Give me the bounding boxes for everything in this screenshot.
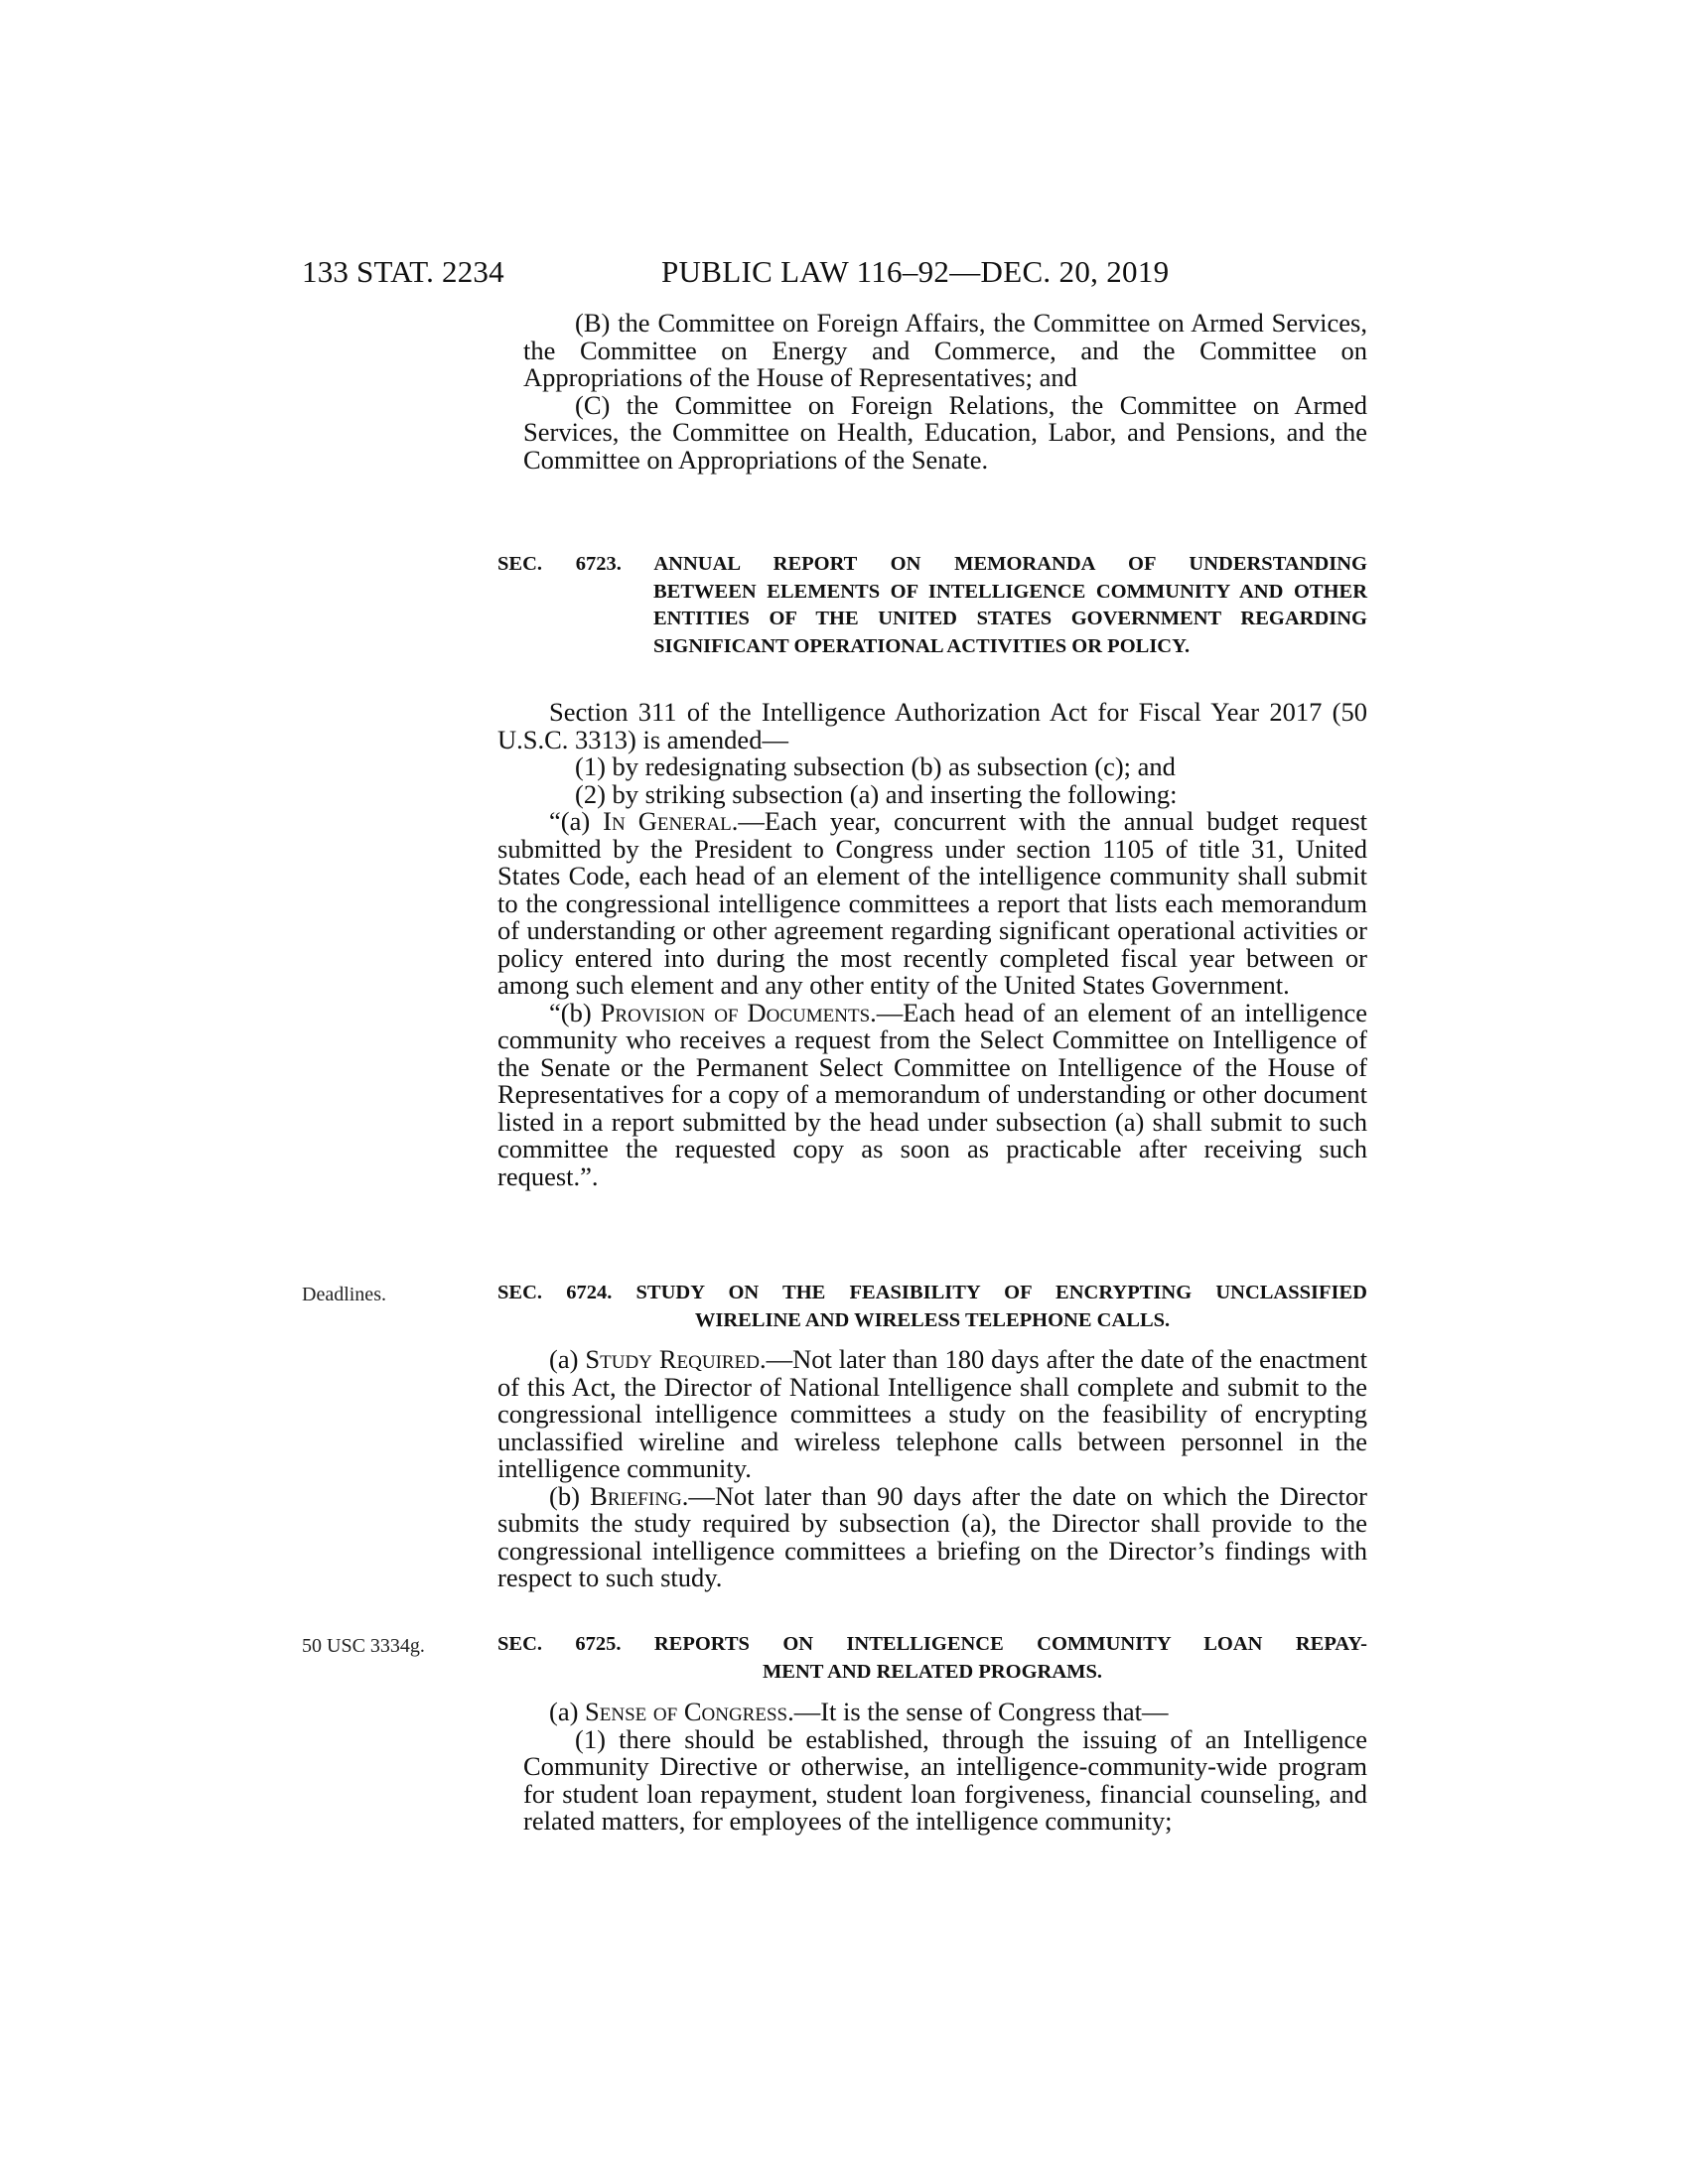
subsection-a-prefix: (a) [549,1344,586,1374]
section-6723-subsection-b [497,997,1367,1191]
margin-note-usc-citation: 50 USC 3334g. [302,1635,425,1657]
section-6723-heading [497,551,1367,660]
subsection-a-heading: Sense of Congress [585,1697,788,1726]
section-6723-heading-line1: SEC. 6723. ANNUAL REPORT ON MEMORANDA OF UNDERSTANDING [497,553,1367,575]
section-6724-body [497,1346,1367,1592]
subsection-a-text: .—It is the sense of Congress that— [787,1697,1169,1726]
subsection-b-text: .—Each head of an element of an intelligence community who receives a request from the Select Committee on Intelligence of the Senate or the Permanent Select Committee on Intelligence of the House of Representatives for a copy of a memorandum of understanding or other document listed in a report submitted by the head under subsection (a) shall submit to such committee the requested copy as soon as practicable after receiving such request.”. [497,997,1367,1191]
section-6723-body [497,699,1367,1190]
subsection-a-prefix: (a) [549,1697,586,1726]
section-6725-item-1: (1) there should be established, through the issuing of an Intelligence Community Directive or otherwise, an intelligence-community-wide program for student loan repayment, student loan forgiveness, financial counseling, and related matters, for employees of the intelligence community; [523,1723,1367,1836]
section-6723-item-2: (2) by striking subsection (a) and inserting the following: [575,778,1178,809]
subsection-a-heading: Study Required [585,1344,760,1374]
subsection-b-text: .—Not later than 90 days after the date on which the Director submits the study required by subsection (a), the Director shall provide to the congressional intelligence committees a briefing on the Director’s findings with respect to such study. [497,1480,1367,1592]
section-6723-subsection-a [497,808,1367,1000]
subsection-b-heading: Briefing [590,1480,682,1511]
section-6723-item-1: (1) by redesignating subsection (b) as subsection (c); and [575,751,1176,781]
subsection-a-text: .—Each year, concurrent with the annual budget request submitted by the President to Congress under section 1105 of title 31, United States Code, each head of an element of the intelligence community shall submit to the congressional intelligence committees a report that lists each memorandum of understanding or other agreement regarding significant operational activities or policy entered into during the most recently completed fiscal year between or among such element and any other entity of the United States Government. [497,806,1367,1000]
intro-block [497,310,1367,474]
margin-note-deadlines: Deadlines. [302,1284,386,1305]
section-6723-intro: Section 311 of the Intelligence Authorization Act for Fiscal Year 2017 (50 U.S.C. 3313) is amended— [497,697,1367,754]
subsection-a-heading: In General [603,806,732,836]
stat-page-number: 133 STAT. 2234 [302,254,504,289]
section-6725-body [497,1699,1367,1836]
subsection-b-prefix: “(b) [549,997,601,1027]
section-6724-heading-line1: SEC. 6724. STUDY ON THE FEASIBILITY OF ENCRYPTING UNCLASSIFIED [497,1282,1367,1303]
subsection-a-text: .—Not later than 180 days after the date of the enactment of this Act, the Director of National Intelligence shall complete and submit to the congressional intelligence committees a study on the feasibility of encrypting unclassified wireline and wireless telephone calls between personnel in the intelligence community. [497,1344,1367,1483]
section-6724-heading [497,1280,1367,1334]
section-6725-heading [497,1631,1367,1686]
section-6725-heading-line1: SEC. 6725. REPORTS ON INTELLIGENCE COMMUNITY LOAN REPAY- [497,1633,1367,1655]
paragraph-b: (B) the Committee on Foreign Affairs, the Committee on Armed Services, the Committee on Energy and Commerce, and the Committee on Appropriations of the House of Representatives; and [523,308,1367,392]
subsection-a-prefix: “(a) [549,806,604,836]
subsection-b-prefix: (b) [549,1480,591,1511]
section-6724-subsection-a [497,1346,1367,1483]
subsection-b-heading: Provision of Documents [600,997,871,1027]
page-header-title: PUBLIC LAW 116–92—DEC. 20, 2019 [661,254,1170,289]
section-6723-heading-rest: BETWEEN ELEMENTS OF INTELLIGENCE COMMUNITY AND OTHER ENTITIES OF THE UNITED STATES GOVERNMENT REGARDING SIGNIFICANT OPERATIONAL ACTIVITIES OR POLICY. [653,580,1367,657]
section-6724-subsection-b [497,1480,1367,1592]
section-6724-heading-rest: WIRELINE AND WIRELESS TELEPHONE CALLS. [694,1308,1171,1331]
section-6725-subsection-a [497,1699,1367,1726]
section-6725-heading-rest: MENT AND RELATED PROGRAMS. [762,1660,1103,1683]
paragraph-c: (C) the Committee on Foreign Relations, the Committee on Armed Services, the Committee on Health, Education, Labor, and Pensions, and the Committee on Appropriations of the Senate. [523,389,1367,475]
